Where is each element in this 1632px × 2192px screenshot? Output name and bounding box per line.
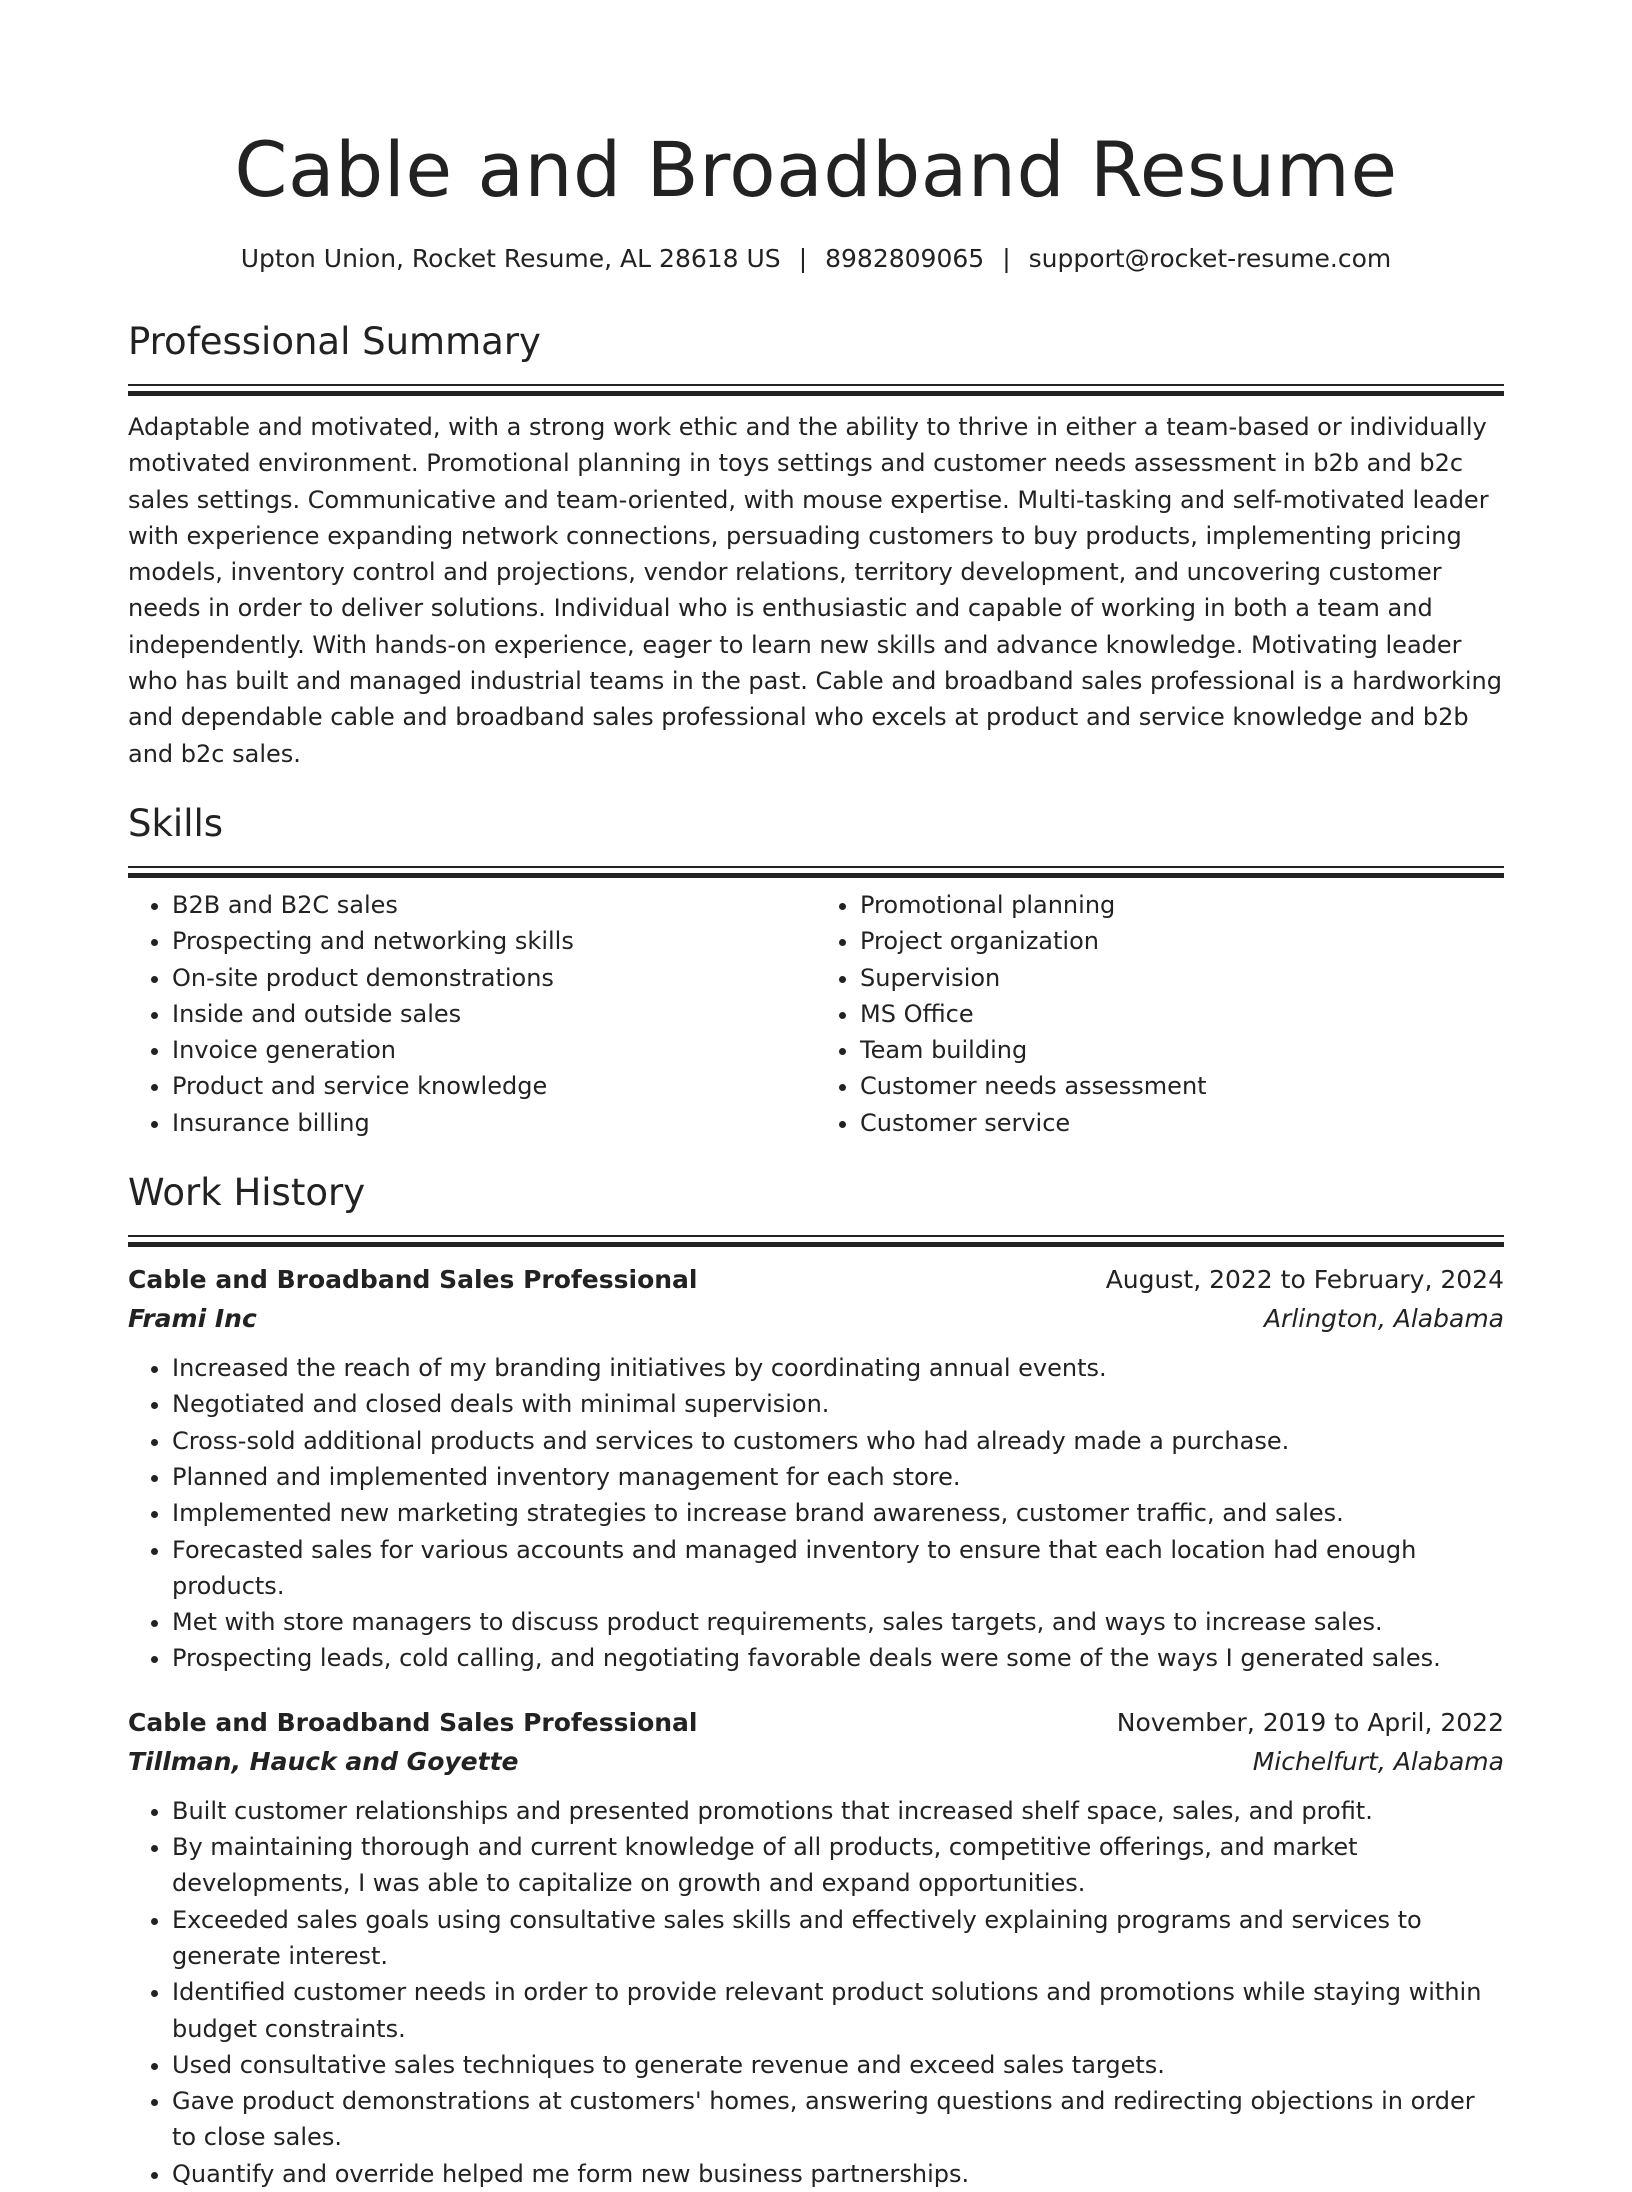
resume-header: [0, 0, 1632, 276]
section-divider: [128, 1235, 1504, 1240]
contact-separator: |: [1002, 244, 1011, 273]
section-title-summary: Professional Summary: [128, 320, 541, 363]
section-title-skills: Skills: [128, 801, 224, 845]
contact-phone: 8982809065: [825, 244, 985, 273]
job-subheader: [128, 1742, 1504, 1781]
skill-item: • Prospecting and networking skills: [172, 923, 816, 959]
section-divider: [128, 866, 1504, 871]
skill-item: • B2B and B2C sales: [172, 887, 816, 923]
skill-item: • Insurance billing: [172, 1105, 816, 1141]
job-header: [128, 1703, 1504, 1742]
contact-line: [0, 242, 1632, 276]
resume-body: [128, 318, 1504, 2192]
skill-item: • Product and service knowledge: [172, 1068, 816, 1104]
skill-item: • Project organization: [860, 923, 1504, 959]
section-divider: [128, 384, 1504, 389]
job-bullet: • Increased the reach of my branding initiatives by coordinating annual events.: [172, 1350, 1504, 1386]
job-header: [128, 1260, 1504, 1299]
job-bullet: • By maintaining thorough and current knowledge of all products, competitive offerings, and market developments, I was able to capitalize on growth and expand opportunities.: [172, 1829, 1504, 1902]
skills-list-right: [816, 887, 1504, 1141]
job-entry: [128, 1260, 1504, 1677]
skills-section: [128, 800, 1504, 1141]
work-history-section: [128, 1169, 1504, 2192]
job-title: Cable and Broadband Sales Professional: [128, 1265, 698, 1295]
job-location: Michelfurt, Alabama: [1252, 1746, 1504, 1776]
skills-list-left: [128, 887, 816, 1141]
contact-email: support@rocket-resume.com: [1028, 244, 1392, 273]
skill-item: • Team building: [860, 1032, 1504, 1068]
job-bullet: • Negotiated and closed deals with minimal supervision.: [172, 1386, 1504, 1422]
skill-item: • Inside and outside sales: [172, 996, 816, 1032]
section-title-work-history: Work History: [128, 1171, 366, 1215]
job-dates: August, 2022 to February, 2024: [1105, 1265, 1504, 1295]
skill-item: • On-site product demonstrations: [172, 960, 816, 996]
skill-item: • Customer needs assessment: [860, 1068, 1504, 1104]
skill-item: • Supervision: [860, 960, 1504, 996]
job-dates: November, 2019 to April, 2022: [1116, 1707, 1504, 1737]
contact-address: Upton Union, Rocket Resume, AL 28618 US: [240, 244, 781, 273]
job-bullet: • Identified customer needs in order to provide relevant product solutions and promotions while staying within budget constraints.: [172, 1974, 1504, 2047]
job-bullets: [128, 1350, 1504, 1677]
job-bullet: • Built customer relationships and presented promotions that increased shelf space, sales, and profit.: [172, 1793, 1504, 1829]
contact-separator: |: [798, 244, 808, 273]
job-subheader: [128, 1299, 1504, 1338]
job-company: Tillman, Hauck and Goyette: [128, 1746, 519, 1776]
skills-columns: [128, 887, 1504, 1141]
job-bullet: • Cross-sold additional products and services to customers who had already made a purchase.: [172, 1423, 1504, 1459]
job-location: Arlington, Alabama: [1263, 1304, 1504, 1334]
skill-item: • Invoice generation: [172, 1032, 816, 1068]
job-bullet: • Used consultative sales techniques to generate revenue and exceed sales targets.: [172, 2047, 1504, 2083]
job-bullet: • Forecasted sales for various accounts and managed inventory to ensure that each location had enough products.: [172, 1532, 1504, 1605]
resume-title: Cable and Broadband Resume: [234, 125, 1398, 214]
job-bullets: [128, 1793, 1504, 2192]
skill-item: • MS Office: [860, 996, 1504, 1032]
skill-item: • Customer service: [860, 1105, 1504, 1141]
job-bullet: • Gave product demonstrations at customers' homes, answering questions and redirecting objections in order to close sales.: [172, 2083, 1504, 2156]
job-bullet: • Exceeded sales goals using consultative sales skills and effectively explaining programs and services to generate interest.: [172, 1902, 1504, 1975]
job-entry: [128, 1703, 1504, 2192]
job-bullet: • Met with store managers to discuss product requirements, sales targets, and ways to increase sales.: [172, 1604, 1504, 1640]
job-bullet: • Implemented new marketing strategies to increase brand awareness, customer traffic, and sales.: [172, 1495, 1504, 1531]
professional-summary-section: [128, 318, 1504, 772]
job-bullet: • Planned and implemented inventory management for each store.: [172, 1459, 1504, 1495]
job-bullet: • Quantify and override helped me form new business partnerships.: [172, 2156, 1504, 2192]
summary-text: Adaptable and motivated, with a strong work ethic and the ability to thrive in either a team-based or individually motivated environment. Promotional planning in toys settings and customer needs assessment in b2b and b2c sales settings. Communicative and team-oriented, with mouse expertise. Multi-tasking and self-motivated leader with experience expanding network connections, persuading customers to buy products, implementing pricing models, inventory control and projections, vendor relations, territory development, and uncovering customer needs in order to deliver solutions. Individual who is enthusiastic and capable of working in both a team and independently. With hands-on experience, eager to learn new skills and advance knowledge. Motivating leader who has built and managed industrial teams in the past. Cable and broadband sales professional is a hardworking and dependable cable and broadband sales professional who excels at product and service knowledge and b2b and b2c sales.: [128, 413, 1502, 768]
job-title: Cable and Broadband Sales Professional: [128, 1707, 698, 1737]
job-bullet: • Prospecting leads, cold calling, and negotiating favorable deals were some of the ways I generated sales.: [172, 1640, 1504, 1676]
skill-item: • Promotional planning: [860, 887, 1504, 923]
job-company: Frami Inc: [128, 1304, 257, 1334]
